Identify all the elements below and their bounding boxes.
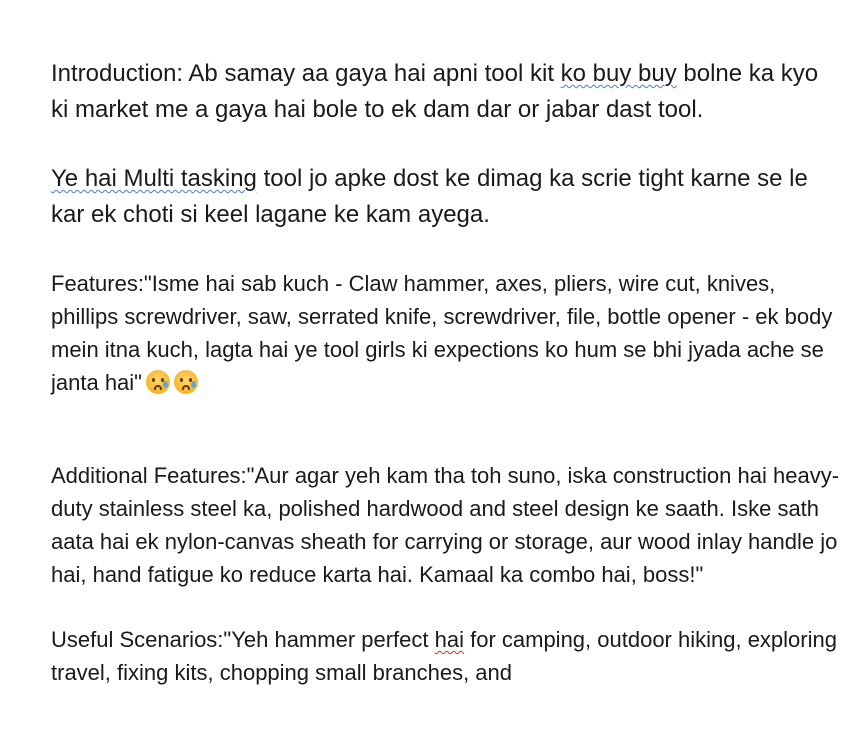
scenarios-paragraph [51, 623, 841, 689]
intro-paragraph [51, 56, 841, 127]
multitool-text: tool jo apke dost ke dimag ka scrie tight karne se le kar ek choti si keel lagane ke kam ayega. [51, 165, 808, 228]
additional-features-text: Additional Features:"Aur agar yeh kam tha toh suno, iska construction hai heavy-duty stainless steel ka, polished hardwood and steel design ke saath. Iske sath aata hai ek nylon-canvas sheath for carrying or storage, aur wood inlay handle jo hai, hand fatigue ko reduce karta hai. Kamaal ka combo hai, boss!" [51, 463, 840, 587]
intro-text-start: Introduction: Ab samay aa gaya hai apni tool kit [51, 60, 561, 87]
additional-features-paragraph [51, 459, 841, 591]
grammar-flag-ye-hai-multi-tasking[interactable]: Ye hai Multi tasking [51, 165, 257, 192]
document-body [51, 56, 841, 689]
features-paragraph [51, 267, 841, 399]
spelling-flag-hai[interactable]: hai [434, 627, 464, 652]
crying-face-emoji [146, 370, 170, 394]
crying-face-emoji [174, 370, 198, 394]
scenarios-text-start: Useful Scenarios:"Yeh hammer perfect [51, 627, 435, 652]
features-text: Features:"Isme hai sab kuch - Claw hammer, axes, pliers, wire cut, knives, phillips screwdriver, saw, serrated knife, screwdriver, file, bottle opener - ek body mein itna kuch, lagta hai ye tool girls ki expections ko hum se bhi jyada ache se janta hai" [51, 271, 833, 395]
intro-text-end: bolne ka kyo ki market me a gaya hai bole to ek dam dar or jabar dast tool. [51, 60, 819, 123]
tear-icon [163, 381, 168, 388]
grammar-flag-ko-buy-buy[interactable]: ko buy buy [560, 60, 677, 87]
multitool-paragraph [51, 161, 841, 232]
tear-icon [191, 381, 196, 388]
scenarios-text-end: for camping, outdoor hiking, exploring travel, fixing kits, chopping small branches, and [51, 627, 837, 685]
